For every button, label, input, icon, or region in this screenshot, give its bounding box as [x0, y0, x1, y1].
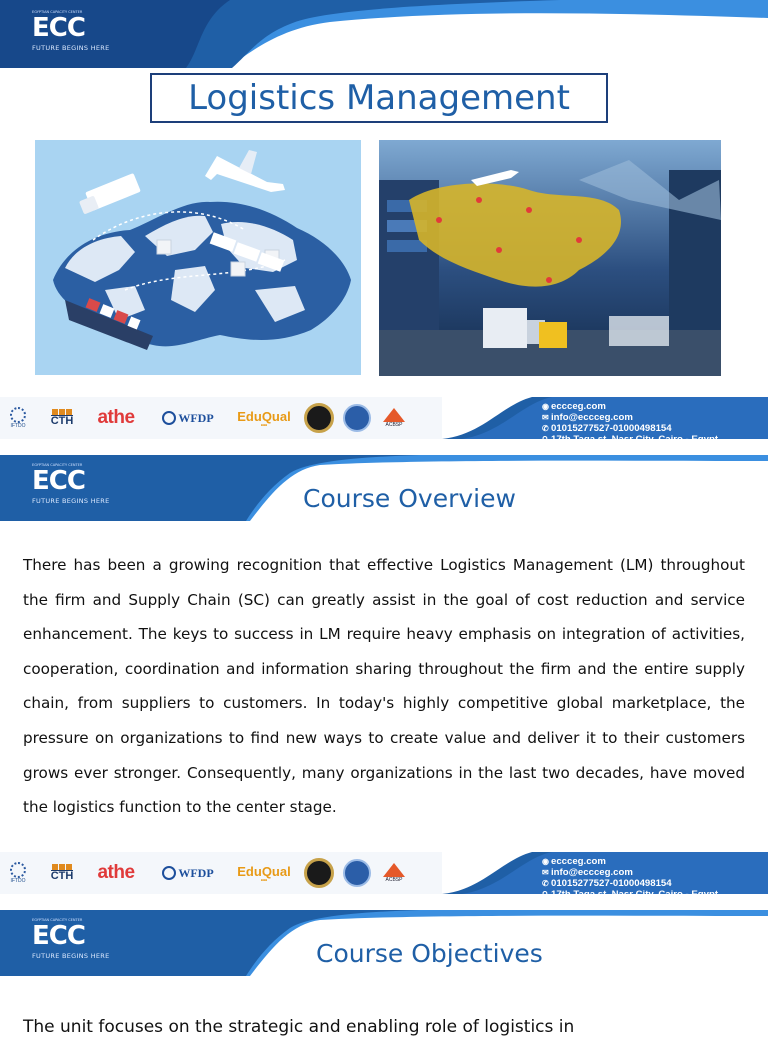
mail-icon: ✉	[542, 868, 549, 877]
header-wave-background	[0, 0, 768, 68]
brand-logo[interactable]: EGYPTIAN CAPACITY CENTER ECC FUTURE BEGINS HERE	[32, 463, 110, 505]
brand-wordmark: ECC	[32, 13, 85, 43]
header-band	[0, 0, 768, 68]
iftdo-logo[interactable]: IFTDO	[6, 858, 30, 888]
location-pin-icon: ⚲	[542, 435, 548, 444]
contact-phone[interactable]: ✆ 01015277527-01000498154	[542, 423, 672, 434]
page-title: Logistics Management	[150, 73, 608, 123]
accreditation-logos	[0, 397, 442, 439]
section-title-objectives: Course Objectives	[316, 939, 543, 968]
contact-block	[442, 397, 768, 445]
brand-logo[interactable]: EGYPTIAN CAPACITY CENTER ECC FUTURE BEGINS HERE	[32, 918, 110, 960]
accreditation-strip	[0, 397, 768, 445]
mail-icon: ✉	[542, 413, 549, 422]
contact-web[interactable]: ◉ eccceg.com	[542, 401, 606, 412]
contact-email[interactable]: ✉ info@eccceg.com	[542, 867, 633, 878]
iftdo-logo[interactable]: IFTDO	[6, 403, 30, 433]
section-title-overview: Course Overview	[303, 484, 516, 513]
contact-phone[interactable]: ✆ 01015277527-01000498154	[542, 878, 672, 889]
kahra-logo[interactable]	[338, 858, 376, 888]
phone-icon: ✆	[542, 879, 549, 888]
eduqual-logo[interactable]: EduQual •••	[237, 863, 291, 884]
accreditation-logos	[0, 852, 442, 894]
overview-paragraph: There has been a growing recognition that effective Logistics Management (LM) throughout the firm and Supply Chain (SC) can greatly assist in the goal of cost reduction and service enhancement. The keys to success in LM require heavy emphasis on integration of activities, cooperation, coordination and information sharing throughout the firm and the entire supply chain, from suppliers to customers. In today's highly competitive global marketplace, the pressure on organizations to find new ways to create value and deliver it to their customers grows ever stronger. Consequently, many organizations in the last two decades, have moved the logistics function to the center stage.	[23, 556, 745, 817]
contact-web[interactable]: ◉ eccceg.com	[542, 856, 606, 867]
seal-logo[interactable]	[300, 403, 338, 433]
accreditation-strip	[0, 852, 768, 900]
globe-icon: ◉	[542, 402, 549, 411]
world-logistics-map-illustration	[35, 140, 361, 375]
athe-logo[interactable]: athe	[97, 407, 135, 428]
phone-icon: ✆	[542, 424, 549, 433]
cth-logo[interactable]: CTH	[40, 858, 84, 888]
acbsp-logo[interactable]: ACBSP	[376, 858, 412, 888]
brand-subtag: EGYPTIAN CAPACITY CENTER	[32, 10, 83, 14]
seal-logo[interactable]	[300, 858, 338, 888]
objectives-paragraph: The unit focuses on the strategic and enabling role of logistics in	[23, 1017, 575, 1037]
location-pin-icon: ⚲	[542, 890, 548, 899]
kahra-logo[interactable]	[338, 403, 376, 433]
global-trade-photo	[379, 140, 721, 376]
contact-address: ⚲ 17th Taqa st. Nasr City, Cairo - Egypt	[542, 889, 719, 900]
brand-logo[interactable]	[32, 10, 110, 52]
wfdp-logo[interactable]: WFDP	[148, 403, 228, 433]
wfdp-logo[interactable]: WFDP	[148, 858, 228, 888]
contact-address: ⚲ 17th Taqa st. Nasr City, Cairo - Egypt	[542, 434, 719, 445]
athe-logo[interactable]: athe	[97, 862, 135, 883]
brand-tagline: FUTURE BEGINS HERE	[32, 44, 110, 52]
globe-icon: ◉	[542, 857, 549, 866]
contact-email[interactable]: ✉ info@eccceg.com	[542, 412, 633, 423]
eduqual-logo[interactable]: EduQual •••	[237, 408, 291, 429]
contact-block	[442, 852, 768, 900]
acbsp-logo[interactable]: ACBSP	[376, 403, 412, 433]
cth-logo[interactable]: CTH	[40, 403, 84, 433]
